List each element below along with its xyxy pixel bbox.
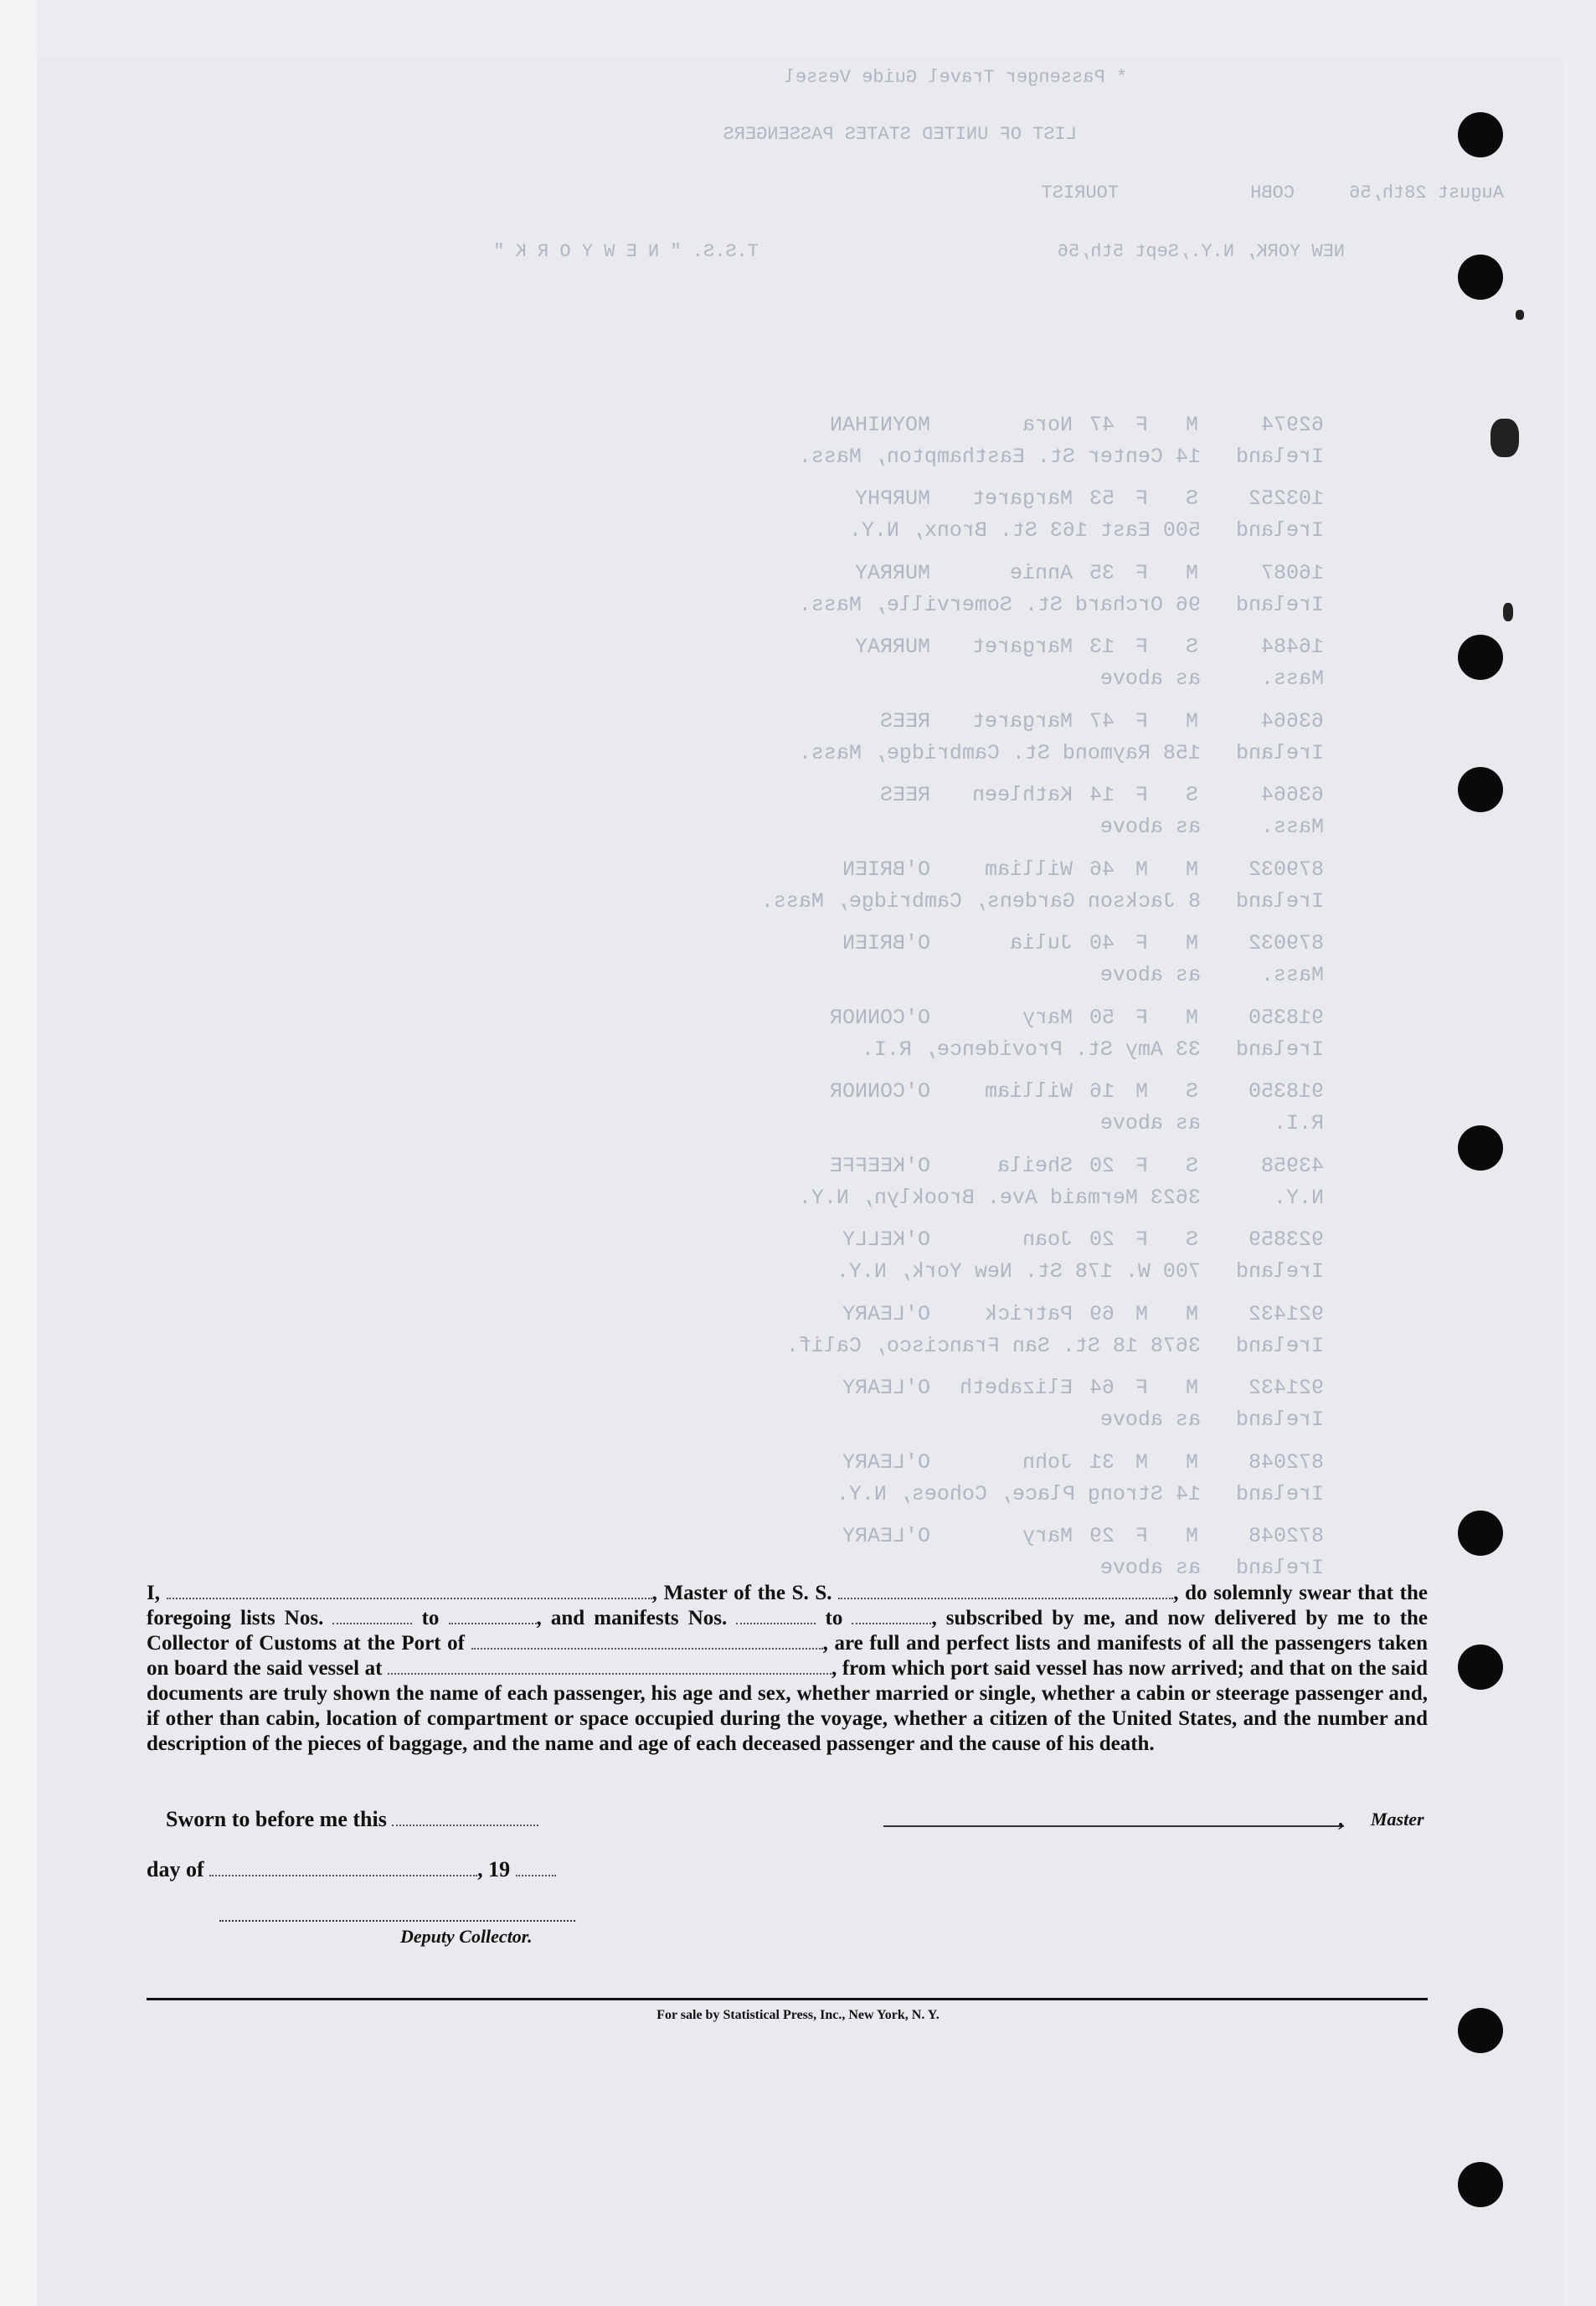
- bleed-address-row: [487, 515, 1324, 547]
- port-blank[interactable]: [471, 1631, 823, 1650]
- bleed-address: 3623 Mermaid Ave. Brooklyn, N.Y.: [798, 1185, 1201, 1210]
- bleed-passenger-row: [487, 1224, 1324, 1256]
- bleed-address-row: [487, 1404, 1324, 1436]
- printer-footer: For sale by Statistical Press, Inc., New York, N. Y.: [656, 2008, 940, 2022]
- day-of-label: day of: [147, 1857, 204, 1881]
- deputy-signature-line[interactable]: [219, 1920, 575, 1922]
- bleed-surname: O'CONNOR: [829, 1005, 930, 1030]
- master-name-blank[interactable]: [167, 1581, 652, 1599]
- bleed-number: 103252: [1248, 486, 1324, 511]
- bleed-passenger-row: [487, 1298, 1324, 1330]
- bleed-passenger-row: [487, 409, 1324, 440]
- bleed-age: 47: [1089, 412, 1115, 437]
- bleed-address: as above: [1099, 667, 1201, 691]
- bleed-age: 31: [1089, 1449, 1115, 1475]
- bleed-passenger-row: [487, 1372, 1324, 1404]
- bleed-given-name: William: [984, 1079, 1073, 1104]
- oath-paragraph: [147, 1581, 1428, 1757]
- bleed-address-row: [487, 1256, 1324, 1288]
- bleed-status: M: [1185, 1449, 1198, 1475]
- bleed-status: S: [1185, 1228, 1198, 1252]
- bleed-number: 923859: [1248, 1228, 1324, 1252]
- sworn-day-blank[interactable]: [392, 1808, 538, 1826]
- bleed-origin: Ireland: [1235, 518, 1324, 543]
- bleed-number: 918350: [1248, 1079, 1324, 1104]
- bleed-sex: M: [1135, 1079, 1148, 1104]
- oath-text: , Master of the S. S.: [651, 1582, 832, 1604]
- bleed-number: 879032: [1248, 931, 1324, 955]
- bleed-surname: O'LEARY: [842, 1524, 930, 1548]
- bleed-address: 700 W. 178 St. New York, N.Y.: [836, 1259, 1201, 1284]
- bleed-status: S: [1185, 486, 1198, 511]
- bleed-header-line: NEW YORK, N.Y.,Sept 5th,56: [1057, 241, 1345, 262]
- bleed-address-row: [487, 811, 1324, 843]
- bleed-address: as above: [1099, 1556, 1201, 1580]
- bleed-status: M: [1185, 560, 1198, 585]
- bleed-passenger-entry: [487, 409, 1324, 472]
- bleed-number: 43958: [1260, 1153, 1324, 1178]
- oath-text: I,: [147, 1582, 160, 1604]
- sworn-label: Sworn to before me this: [166, 1807, 387, 1831]
- bleed-age: 53: [1089, 486, 1115, 511]
- bleed-address-row: [487, 737, 1324, 769]
- bleed-given-name: Joan: [1022, 1228, 1073, 1252]
- bleed-surname: MURRAY: [854, 635, 930, 659]
- oath-text: to: [421, 1607, 440, 1629]
- bleed-given-name: Margaret: [971, 635, 1073, 659]
- bleed-given-name: Annie: [1009, 560, 1073, 585]
- bleed-origin: Mass.: [1260, 815, 1324, 839]
- bleed-address-row: [487, 589, 1324, 620]
- bleed-surname: REES: [879, 708, 930, 733]
- bleed-surname: O'LEARY: [842, 1449, 930, 1475]
- scan-speck: [1490, 419, 1519, 457]
- bleed-address: as above: [1099, 963, 1201, 987]
- bleed-address-row: [487, 1330, 1324, 1361]
- manifest-from-blank[interactable]: [736, 1606, 816, 1624]
- list-to-blank[interactable]: [449, 1606, 537, 1624]
- bleed-address-row: [487, 960, 1324, 991]
- bleed-address-row: [487, 1108, 1324, 1140]
- bleed-surname: MURRAY: [854, 560, 930, 585]
- bleed-passenger-row: [487, 631, 1324, 663]
- bleed-sex: F: [1135, 1153, 1148, 1178]
- bleed-surname: MOYNIHAN: [829, 412, 930, 437]
- binder-hole: [1458, 635, 1503, 680]
- bleed-passenger-row: [487, 780, 1324, 811]
- bleed-given-name: Patrick: [984, 1301, 1073, 1326]
- bleed-sex: F: [1135, 1228, 1148, 1252]
- bleed-passenger-entry: [487, 1298, 1324, 1361]
- bleed-origin: Ireland: [1235, 1481, 1324, 1506]
- oath-text: , and manifests Nos.: [536, 1607, 728, 1629]
- master-signature-line[interactable]: [883, 1825, 1344, 1827]
- vessel-name-blank[interactable]: [838, 1581, 1173, 1599]
- bleed-passenger-entry: [487, 1372, 1324, 1436]
- oath-text: to: [825, 1607, 843, 1629]
- bleed-sex: F: [1135, 412, 1148, 437]
- bleed-number: 921432: [1248, 1301, 1324, 1326]
- bleed-sex: F: [1135, 635, 1148, 659]
- bleed-header-line: TOURIST: [1041, 183, 1119, 203]
- bleed-passenger-entry: [487, 1446, 1324, 1510]
- bleed-sex: M: [1135, 1449, 1148, 1475]
- bleed-header-line: LIST OF UNITED STATES PASSENGERS: [723, 124, 1077, 145]
- bleed-number: 921432: [1248, 1376, 1324, 1400]
- bleed-given-name: Nora: [1022, 412, 1073, 437]
- bleed-sex: F: [1135, 486, 1148, 511]
- bleed-passenger-row: [487, 853, 1324, 885]
- bleed-origin: Ireland: [1235, 1408, 1324, 1432]
- bleed-age: 20: [1089, 1228, 1115, 1252]
- bleed-passenger-row: [487, 1521, 1324, 1552]
- bleed-status: M: [1185, 1005, 1198, 1030]
- bleed-passenger-entry: [487, 1001, 1324, 1065]
- bleed-address-row: [487, 1552, 1324, 1584]
- bleed-sex: M: [1135, 1301, 1148, 1326]
- bleed-header-line: August 28th,56: [1349, 183, 1504, 203]
- bleed-origin: Ireland: [1235, 1259, 1324, 1284]
- bleed-origin: Mass.: [1260, 963, 1324, 987]
- bleed-passenger-row: [487, 1150, 1324, 1181]
- bleed-address: 96 Orchard St. Somerville, Mass.: [798, 592, 1201, 617]
- bleed-given-name: Margaret: [971, 708, 1073, 733]
- bleed-sex: F: [1135, 560, 1148, 585]
- bleed-age: 64: [1089, 1376, 1115, 1400]
- bleed-status: S: [1185, 1079, 1198, 1104]
- binder-hole: [1458, 255, 1503, 300]
- deputy-collector-label: Deputy Collector.: [400, 1926, 533, 1947]
- bleed-passenger-row: [487, 928, 1324, 960]
- binder-hole: [1458, 1511, 1503, 1556]
- month-blank[interactable]: [209, 1858, 477, 1876]
- bleed-sex: F: [1135, 1376, 1148, 1400]
- bleed-origin: Ireland: [1235, 592, 1324, 617]
- bleed-passenger-entry: [487, 557, 1324, 620]
- bleed-origin: Mass.: [1260, 667, 1324, 691]
- year-prefix: , 19: [477, 1857, 511, 1881]
- bleed-age: 50: [1089, 1005, 1115, 1030]
- bleed-origin: Ireland: [1235, 740, 1324, 765]
- day-of-line: [147, 1857, 556, 1882]
- bleed-number: 63664: [1260, 783, 1324, 807]
- bleed-address-row: [487, 1181, 1324, 1213]
- list-from-blank[interactable]: [332, 1606, 412, 1624]
- scan-speck: [1516, 310, 1524, 320]
- bleed-origin: R.I.: [1273, 1111, 1324, 1135]
- oath-text: , do solemnly swear that the foregoing lists Nos.: [147, 1582, 1429, 1629]
- bleed-passenger-row: [487, 705, 1324, 737]
- bleed-number: 872048: [1248, 1524, 1324, 1548]
- bleed-surname: O'CONNOR: [829, 1079, 930, 1104]
- bleed-number: 918350: [1248, 1005, 1324, 1030]
- bleed-sex: F: [1135, 708, 1148, 733]
- scan-speck: [1503, 603, 1513, 621]
- bleed-age: 35: [1089, 560, 1115, 585]
- bleed-given-name: Margaret: [971, 486, 1073, 511]
- bleed-origin: Ireland: [1235, 1037, 1324, 1062]
- manifest-to-blank[interactable]: [852, 1606, 931, 1624]
- bleed-number: 62974: [1260, 412, 1324, 437]
- bleed-given-name: John: [1022, 1449, 1073, 1475]
- bleed-passenger-entry: [487, 1150, 1324, 1213]
- bleed-sex: F: [1135, 1524, 1148, 1548]
- bleed-number: 16484: [1260, 635, 1324, 659]
- bleed-age: 47: [1089, 708, 1115, 733]
- bleed-address: as above: [1099, 815, 1201, 839]
- bleed-age: 69: [1089, 1301, 1115, 1326]
- bleed-number: 63664: [1260, 708, 1324, 733]
- embark-port-blank[interactable]: [388, 1656, 831, 1675]
- bleed-status: M: [1185, 412, 1198, 437]
- bleed-sex: M: [1135, 857, 1148, 882]
- binder-hole: [1458, 2162, 1503, 2207]
- oath-text: , are full and perfect lists and manifests of all the passengers taken on board the said vessel at: [147, 1632, 1429, 1680]
- bleed-passenger-entry: [487, 1076, 1324, 1140]
- bleed-address-row: [487, 1033, 1324, 1065]
- bleed-status: M: [1185, 931, 1198, 955]
- bleed-address-row: [487, 1478, 1324, 1510]
- year-blank[interactable]: [516, 1858, 556, 1876]
- bleed-given-name: Elizabeth: [959, 1376, 1073, 1400]
- bleed-status: M: [1185, 857, 1198, 882]
- bleed-passenger-entry: [487, 1224, 1324, 1288]
- bleed-passenger-entry: [487, 928, 1324, 991]
- bleed-passenger-entry: [487, 705, 1324, 769]
- footer-rule: [147, 1998, 1428, 2000]
- oath-text: , subscribed by me, and now delivered by me to the Collector of Customs at the Port of: [147, 1607, 1429, 1655]
- bleed-passenger-row: [487, 1076, 1324, 1108]
- bleed-origin: Ireland: [1235, 1333, 1324, 1358]
- bleed-address: 3678 18 St. San Francisco, Calif.: [785, 1333, 1201, 1358]
- bleed-age: 20: [1089, 1153, 1115, 1178]
- bleed-number: 16087: [1260, 560, 1324, 585]
- bleed-passenger-entry: [487, 631, 1324, 695]
- bleed-passenger-entry: [487, 1521, 1324, 1584]
- bleed-surname: O'BRIEN: [842, 931, 930, 955]
- bleed-address: 500 East 163 St. Bronx, N.Y.: [848, 518, 1201, 543]
- bleed-sex: F: [1135, 783, 1148, 807]
- bleed-surname: O'LEARY: [842, 1376, 930, 1400]
- bleed-surname: MURPHY: [854, 486, 930, 511]
- bleed-surname: O'LEARY: [842, 1301, 930, 1326]
- bleed-age: 46: [1089, 857, 1115, 882]
- bleed-address-row: [487, 440, 1324, 472]
- bleed-passenger-entry: [487, 483, 1324, 547]
- bleed-address: 14 Strong Place, Cohoes, N.Y.: [836, 1481, 1201, 1506]
- bleed-origin: Ireland: [1235, 444, 1324, 469]
- bleed-origin: N.Y.: [1273, 1185, 1324, 1210]
- bleed-passenger-row: [487, 483, 1324, 515]
- binder-hole: [1458, 767, 1503, 812]
- bleed-sex: F: [1135, 1005, 1148, 1030]
- bleed-age: 13: [1089, 635, 1115, 659]
- bleed-passenger-entry: [487, 853, 1324, 917]
- bleed-status: S: [1185, 783, 1198, 807]
- bleed-passenger-row: [487, 1001, 1324, 1033]
- bleed-status: M: [1185, 708, 1198, 733]
- bleed-status: M: [1185, 1524, 1198, 1548]
- bleed-address: 33 Amy St. Providence, R.I.: [861, 1037, 1201, 1062]
- bleed-address: 158 Raymond St. Cambridge, Mass.: [798, 740, 1201, 765]
- bleed-address-row: [487, 663, 1324, 695]
- bleed-passenger-row: [487, 557, 1324, 589]
- bleed-age: 14: [1089, 783, 1115, 807]
- bleed-status: S: [1185, 1153, 1198, 1178]
- binder-hole: [1458, 1645, 1503, 1690]
- bleed-age: 29: [1089, 1524, 1115, 1548]
- bleed-header-line: * Passenger Travel Guide Vessel: [784, 67, 1127, 88]
- bleed-origin: Ireland: [1235, 1556, 1324, 1580]
- bleed-number: 872048: [1248, 1449, 1324, 1475]
- bleed-surname: O'BRIEN: [842, 857, 930, 882]
- bleed-address-row: [487, 885, 1324, 917]
- bleed-origin: Ireland: [1235, 888, 1324, 914]
- bleed-surname: O'KEEFFE: [829, 1153, 930, 1178]
- master-comma: ,: [1338, 1807, 1344, 1831]
- bleed-surname: O'KELLY: [842, 1228, 930, 1252]
- bleed-given-name: William: [984, 857, 1073, 882]
- bleed-sex: F: [1135, 931, 1148, 955]
- bleed-address: 14 Center St. Easthampton, Mass.: [798, 444, 1201, 469]
- bleed-address: as above: [1099, 1408, 1201, 1432]
- bleed-given-name: Julia: [1009, 931, 1073, 955]
- bleed-status: M: [1185, 1301, 1198, 1326]
- bleed-number: 879032: [1248, 857, 1324, 882]
- bleed-surname: REES: [879, 783, 930, 807]
- bleed-age: 16: [1089, 1079, 1115, 1104]
- binder-hole: [1458, 112, 1503, 157]
- master-label: Master: [1371, 1809, 1424, 1830]
- bleed-status: S: [1185, 635, 1198, 659]
- bleed-address: 8 Jackson Gardens, Cambridge, Mass.: [760, 888, 1201, 914]
- bleed-given-name: Kathleen: [971, 783, 1073, 807]
- sworn-line: [166, 1807, 538, 1832]
- bleed-given-name: Sheila: [996, 1153, 1073, 1178]
- oath-text: , from which port said vessel has now arrived; and that on the said documents are truly shown the name of each passenger, his age and sex, whether married or single, whether a cabin or steerage passenger and, if other than cabin, location of compartment or space occupied during the voyage, whether a citizen of the United States, and the number and description of the pieces of baggage, and the name and age of each deceased passenger and the cause of his death.: [147, 1657, 1428, 1755]
- bleed-header-line: COBH: [1250, 183, 1295, 203]
- bleed-age: 40: [1089, 931, 1115, 955]
- bleed-address: as above: [1099, 1111, 1201, 1135]
- bleed-passenger-row: [487, 1446, 1324, 1478]
- bleed-given-name: Mary: [1022, 1524, 1073, 1548]
- bleed-status: M: [1185, 1376, 1198, 1400]
- binder-hole: [1458, 1125, 1503, 1171]
- bleed-passenger-entry: [487, 780, 1324, 843]
- bleed-header-line: T.S.S. " N E W Y O R K ": [493, 241, 759, 262]
- bleed-given-name: Mary: [1022, 1005, 1073, 1030]
